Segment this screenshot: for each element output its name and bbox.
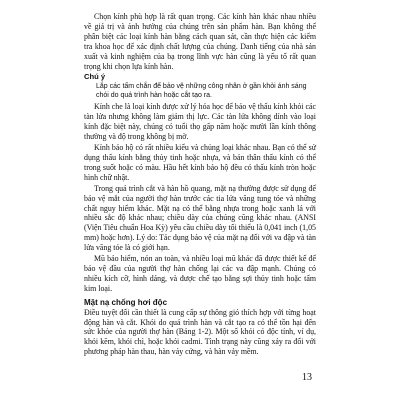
- page-number: 13: [302, 372, 312, 383]
- note-title: Chú ý: [84, 72, 106, 82]
- page-content: [84, 12, 316, 358]
- paragraph-helmets: Mũ bảo hiểm, nón an toàn, và nhiều loại mũ khác đã được thiết kế để bảo vệ đầu của người thợ hàn chống lại các va đập mạnh. Chúng có nhiều kích cỡ, hình dáng, và được chế tạo bằng sợi thủy tinh hoặc tấm kim loại.: [84, 254, 316, 293]
- paragraph-cover-lens: Kính che là loại kính được xử lý hóa học để bảo vệ thấu kính khỏi các tàn lửa nhưng không làm giảm thị lực. Các tàn lửa không dính vào loại kính đặc biệt này, chúng có tuổi thọ gấp năm hoặc mười lần kính thông thường và độ trong không bị mờ.: [84, 102, 316, 142]
- paragraph-lens-selection: Chọn kính phù hợp là rất quan trọng. Các kính hàn khác nhau nhiều về giá trị và ảnh hưởng của chúng trên sản phẩm hàn. Bạn không thể phân biệt các loại kính hàn bằng cách quan sát, cần thực hiện các kiểm tra khoa học để xác định chất lượng của chúng. Danh tiếng của nhà sản xuất và kinh nghiệm của bạ trong lĩnh vực hàn cũng là yếu tố rất quan trọng khi chọn lựa kính hàn.: [84, 12, 316, 71]
- paragraph-ventilation: Điều tuyệt đối cần thiết là cung cấp sự thông gió thích hợp với từng hoạt động hàn và cắt. Khói do quá trình hàn và cắt tạo ra có thể tồn hại đến sức khỏe của người thợ hàn (Bảng 1-2). Một số khói có độc tính, ví dụ, khói kẽm, khói chì, hoặc khói cadmi. Tình trạng này cũng xảy ra đối với phương pháp hàn thau, hàn vảy cứng, và hàn vảy mềm.: [84, 307, 316, 357]
- paragraph-safety-glasses: Kính bảo hộ có rất nhiều kiểu và chủng loại khác nhau. Bạn có thể sử dụng thấu kính bằng thủy tinh hoặc nhựa, và bản thân thấu kính có thể trong suốt hoặc có màu. Hầu hết kính bảo hộ đều có thấu kính tròn hoặc hình chữ nhật.: [84, 143, 316, 182]
- section-heading-respirator: Mặt nạ chống hơi độc: [84, 297, 168, 307]
- note-text: Lắp các tấm chắn để bảo vệ những công nhân ở gần khỏi ánh sáng chói do quá trình hàn hoặc cắt tạo ra.: [96, 83, 307, 100]
- paragraph-face-shield: Trong quá trình cắt và hàn hồ quang, mặt nạ thường được sử dụng để bảo vệ mắt của người thợ hàn trước các tia lửa văng tung tóe và những chất nguy hiểm khác. Mặt nạ có thể bằng nhựa trong hoặc xanh lá với nhiều sắc độ khác nhau; chiều dày của chúng cũng khác nhau. (ANSI (Viện Tiêu chuẩn Hoa Kỳ) yêu cầu chiều dày tối thiểu là 0,041 inch (1,05 mm) hoặc hơn). Lý do: Tác dụng bảo vệ của mặt nạ đối với va đập và tàn lửa văng tóe là có giới hạn.: [84, 183, 316, 253]
